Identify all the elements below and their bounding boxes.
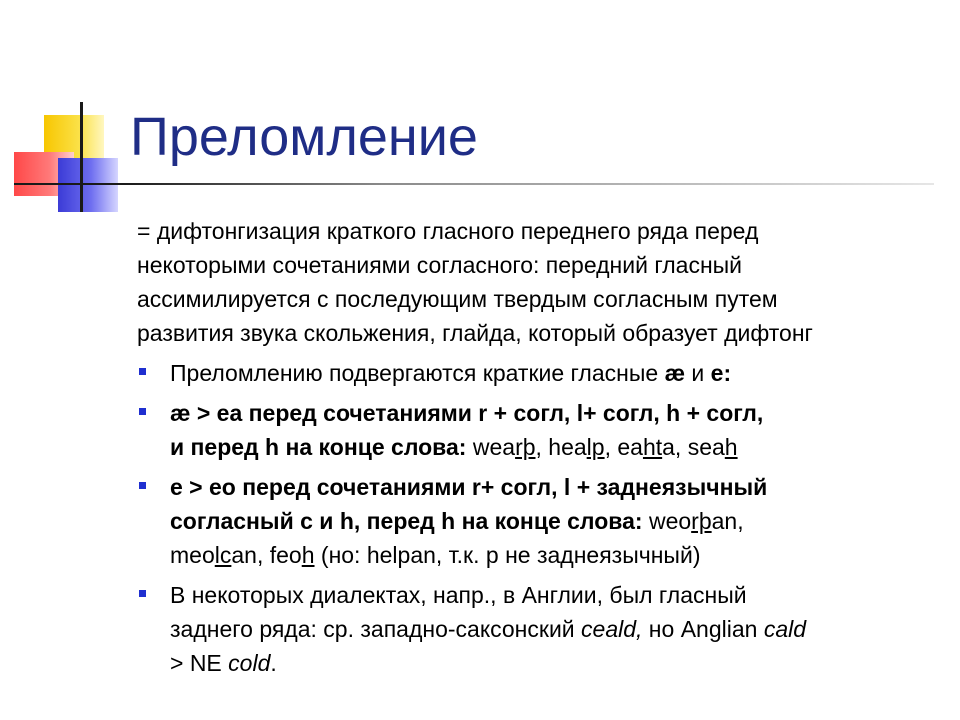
bullet-item: æ > ea перед сочетаниями r + согл, l+ согл, h + согл, и перед h на конце слова: wearþ, healp, eahta, seah <box>137 396 927 464</box>
decor-blue-square <box>58 158 118 212</box>
intro-line: = дифтонгизация краткого гласного переднего ряда перед <box>137 218 759 244</box>
intro-line: развития звука скольжения, глайда, который образует дифтонг <box>137 320 813 346</box>
bullet-item: e > eo перед сочетаниями r+ согл, l + заднеязычный согласный с и h, перед h на конце слова: weorþan, meolcan, feoh (но: helpan, т.к. p не заднеязычный) <box>137 470 927 572</box>
square-bullet-icon <box>139 482 146 489</box>
intro-paragraph <box>137 214 927 350</box>
square-bullet-icon <box>139 590 146 597</box>
slide-content <box>137 214 927 686</box>
decor-horizontal-line <box>14 183 934 185</box>
bullet-item: Преломлению подвергаются краткие гласные æ и е: <box>137 356 927 390</box>
square-bullet-icon <box>139 408 146 415</box>
slide-title: Преломление <box>130 107 478 167</box>
decor-vertical-line <box>80 102 83 212</box>
square-bullet-icon <box>139 368 146 375</box>
intro-line: ассимилируется с последующим твердым согласным путем <box>137 286 778 312</box>
bullet-list <box>137 356 927 680</box>
bullet-item: В некоторых диалектах, напр., в Англии, был гласный заднего ряда: ср. западно-саксонский ceald, но Anglian cald > NE cold. <box>137 578 927 680</box>
intro-line: некоторыми сочетаниями согласного: передний гласный <box>137 252 743 278</box>
